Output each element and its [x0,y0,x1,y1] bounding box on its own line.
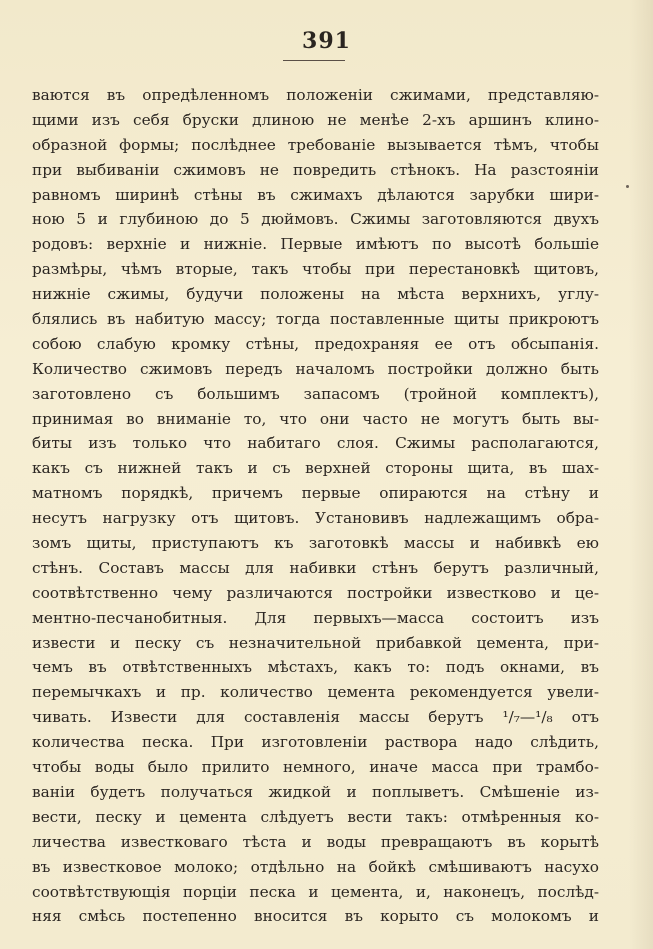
text-line: извести и песку съ незначительной прибавкой цемента, при- [32,633,599,652]
text-line: ментно-песчанобитныя. Для первыхъ—масса состоитъ изъ [32,608,599,627]
text-line: чтобы воды было прилито немного, иначе масса при трамбо- [32,758,599,777]
text-line: образной формы; послѣднее требованіе вызывается тѣмъ, чтобы [32,135,599,154]
page-edge-shadow [629,0,653,949]
text-line: собою слабую кромку стѣны, предохраняя ее отъ обсыпанія. [32,334,599,353]
text-line: личества известковаго тѣста и воды превращаютъ въ корытѣ [32,832,599,851]
text-line: несутъ нагрузку отъ щитовъ. Установивъ надлежащимъ обра- [32,509,599,528]
text-line: соотвѣтствующія порціи песка и цемента, и, наконецъ, послѣд- [32,882,599,901]
text-line: зомъ щиты, приступаютъ къ заготовкѣ массы и набивкѣ ею [32,534,599,553]
text-line: въ известковое молоко; отдѣльно на бойкѣ смѣшиваютъ насухо [32,857,599,876]
text-line: соотвѣтственно чему различаются постройки известково и це- [32,583,599,602]
text-line: стѣнъ. Составъ массы для набивки стѣнъ берутъ различный, [32,558,599,577]
text-line: равномъ ширинѣ стѣны въ сжимахъ дѣлаются зарубки шири- [32,185,599,204]
text-line: Количество сжимовъ передъ началомъ постройки должно быть [32,359,599,378]
text-line: матномъ порядкѣ, причемъ первые опираются на стѣну и [32,484,599,503]
text-line: ною 5 и глубиною до 5 дюймовъ. Сжимы заготовляются двухъ [32,210,599,229]
text-line: при выбиваніи сжимовъ не повредить стѣнокъ. На разстояніи [32,160,599,179]
text-line: перемычкахъ и пр. количество цемента рекомендуется увели- [32,683,599,702]
page-number: 391 [302,28,351,54]
text-line: родовъ: верхніе и нижніе. Первые имѣютъ по высотѣ большіе [32,235,599,254]
text-line: ваются въ опредѣленномъ положеніи сжимами, представляю- [32,86,599,104]
page-number-rule [283,60,345,61]
text-line: количества песка. При изготовленіи раствора надо слѣдить, [32,733,599,752]
text-line: чемъ въ отвѣтственныхъ мѣстахъ, какъ то: подъ окнами, въ [32,658,599,677]
text-line: биты изъ только что набитаго слоя. Сжимы располагаются, [32,434,599,453]
text-line: щими изъ себя бруски длиною не менѣе 2-хъ аршинъ клино- [32,110,599,129]
text-line: ваніи будетъ получаться жидкой и поплыветъ. Смѣшеніе из- [32,782,599,801]
text-line: заготовлено съ большимъ запасомъ (тройной комплектъ), [32,384,599,403]
text-line: чивать. Извести для составленія массы берутъ ¹/₇—¹/₈ отъ [32,708,599,727]
body-text [32,83,599,929]
text-line: нижніе сжимы, будучи положены на мѣста верхнихъ, углу- [32,285,599,304]
text-line: блялись въ набитую массу; тогда поставленные щиты прикроютъ [32,310,599,329]
text-line: принимая во вниманіе то, что они часто не могутъ быть вы- [32,409,599,428]
text-line: няя смѣсь постепенно вносится въ корыто съ молокомъ и [32,907,599,926]
text-line: размѣры, чѣмъ вторые, такъ чтобы при перестановкѣ щитовъ, [32,260,599,279]
text-line: какъ съ нижней такъ и съ верхней стороны щита, въ шах- [32,459,599,478]
text-line: вести, песку и цемента слѣдуетъ вести такъ: отмѣренныя ко- [32,807,599,826]
